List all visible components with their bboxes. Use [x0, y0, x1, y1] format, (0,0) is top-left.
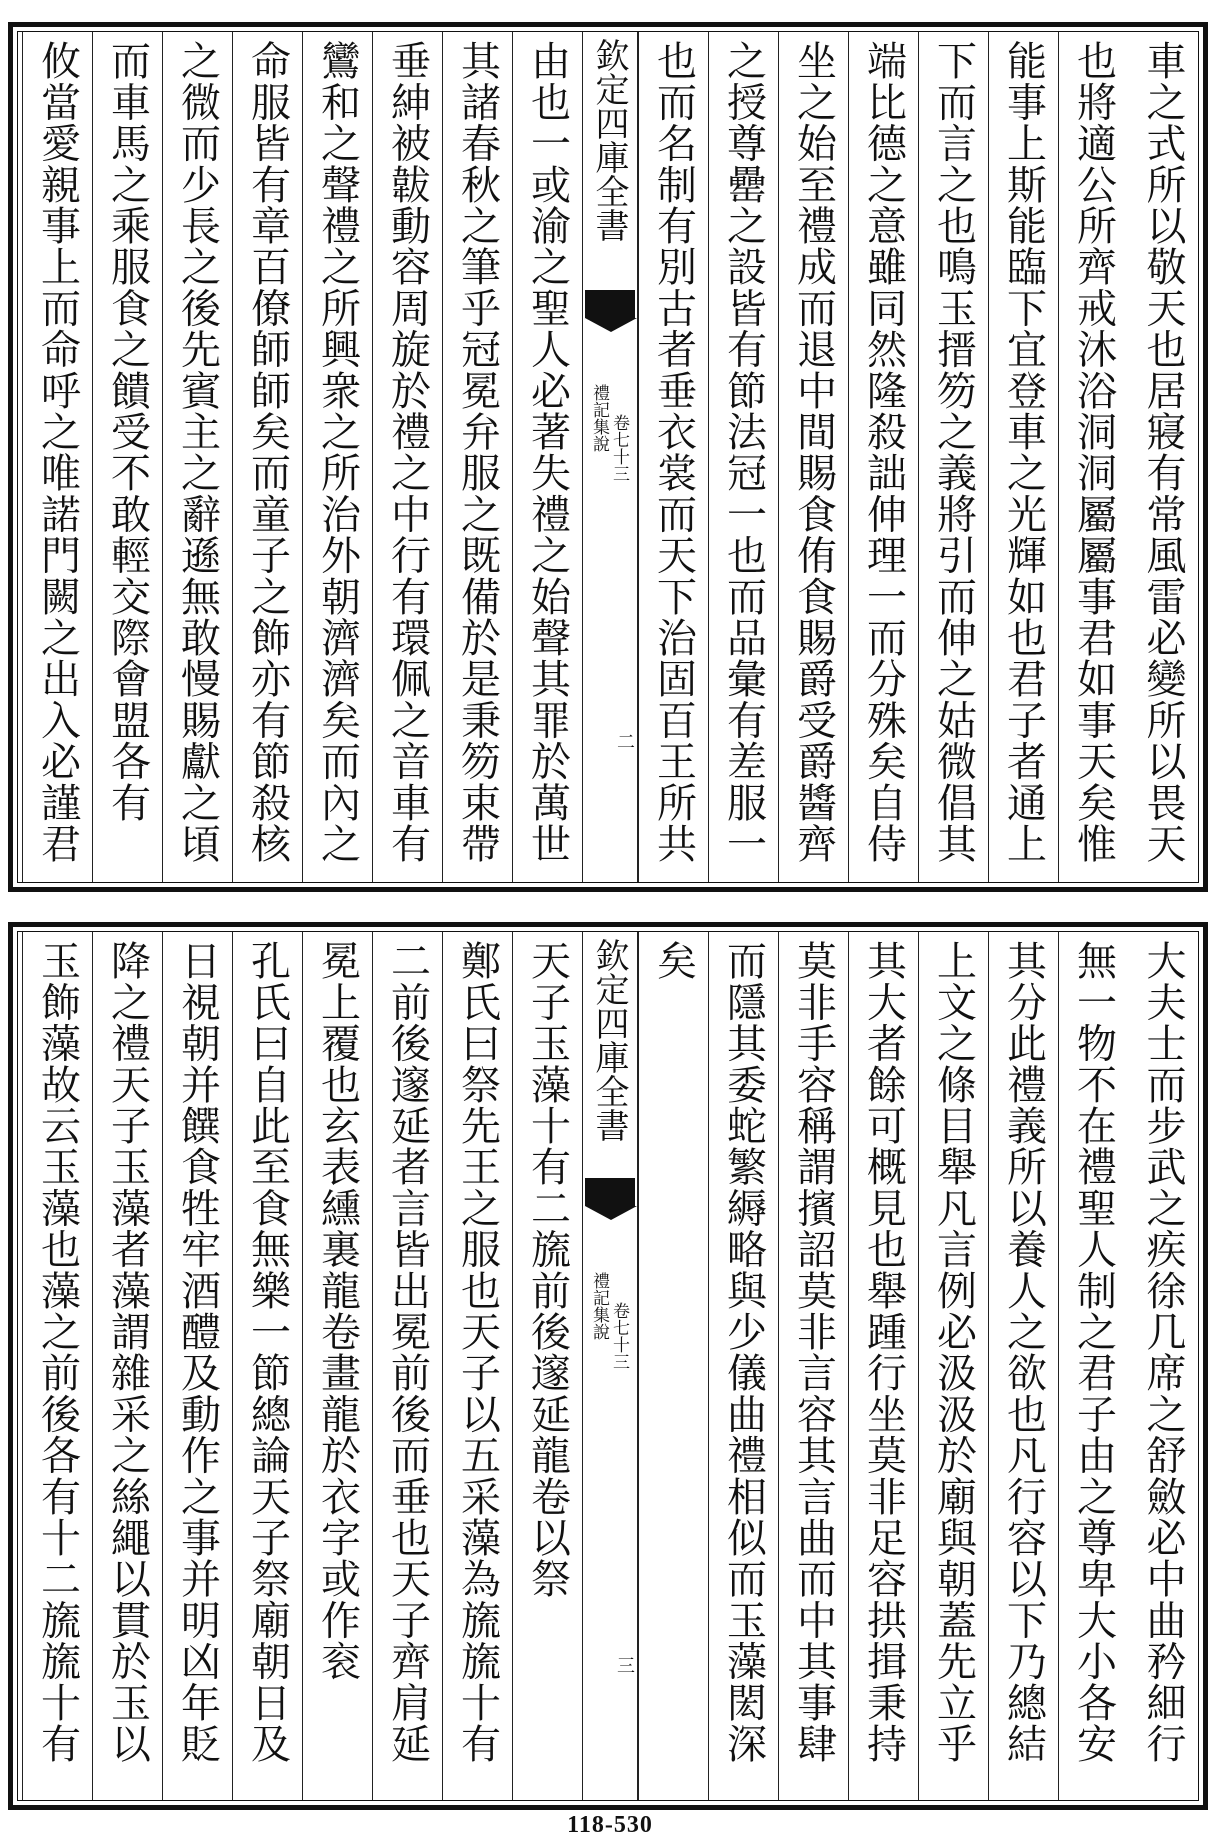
text-column: [1058, 32, 1128, 882]
fishtail-mark: [585, 1178, 635, 1206]
column-text: 無一物不在禮聖人制之君子由之尊卑大小各安: [1070, 940, 1117, 1764]
text-column: [708, 32, 778, 882]
text-column: [778, 932, 848, 1800]
text-column: [372, 32, 442, 882]
sub-title: 禮記集說: [589, 384, 609, 452]
center-fold-column: [582, 32, 638, 882]
column-text: 其大者餘可概見也舉踵行坐莫非足容拱揖秉持: [860, 940, 907, 1764]
bottom-page-frame: [17, 931, 1199, 1801]
text-column: [918, 932, 988, 1800]
text-column: [92, 32, 162, 882]
column-text: 大夫士而步武之疾徐几席之舒斂必中曲矜細行: [1140, 940, 1186, 1764]
column-text: 其分此禮義所以養人之欲也凡行容以下乃總結: [1000, 940, 1047, 1764]
text-column: [232, 32, 302, 882]
volume-label: 卷七十三: [609, 414, 629, 482]
column-text: 也而名制有別古者垂衣裳而天下治固百王所共: [650, 40, 697, 864]
text-column: [638, 32, 708, 882]
text-column: [708, 932, 778, 1800]
text-column: [638, 932, 708, 1800]
column-text: 之微而少長之後先賓主之辭遜無敢慢賜獻之頃: [174, 40, 221, 864]
column-text: 也將適公所齊戒沐浴洞洞屬屬事君如事天矣惟: [1070, 40, 1117, 864]
text-column: [988, 932, 1058, 1800]
column-text: 鸞和之聲禮之所興衆之所治外朝濟濟矣而內之: [314, 40, 361, 864]
column-text: 上文之條目舉凡言例必汲汲於廟與朝蓋先立乎: [930, 940, 977, 1764]
footer-page-number: 118-530: [567, 1812, 653, 1838]
text-column: [22, 32, 92, 882]
column-text: 孔氏曰自此至食無樂一節總論天子祭廟朝日及: [244, 940, 291, 1764]
column-text: 其諸春秋之筆乎冠冕弁服之既備於是秉笏束帶: [454, 40, 501, 864]
text-column: [442, 932, 512, 1800]
volume-label: 卷七十三: [609, 1302, 629, 1370]
column-text: 端比德之意雖同然隆殺詘伸理一而分殊矣自侍: [860, 40, 907, 864]
column-text: 二前後邃延者言皆出冕前後而垂也天子齊肩延: [384, 940, 431, 1764]
book-title: 欽定四庫全書: [589, 38, 629, 242]
text-column: [232, 932, 302, 1800]
text-column: [442, 32, 512, 882]
column-text: 矣: [650, 940, 697, 982]
fishtail-mark: [585, 290, 635, 318]
column-text: 垂紳被韍動容周旋於禮之中行有環佩之音車有: [384, 40, 431, 864]
text-column: [848, 32, 918, 882]
text-column: [92, 932, 162, 1800]
page-number-center: 二: [614, 732, 635, 750]
column-text: 冕上覆也玄表纁裏龍卷畫龍於衣字或作衮: [314, 940, 361, 1682]
text-column: [1058, 932, 1128, 1800]
text-column: [512, 32, 582, 882]
bottom-page-panel: [8, 922, 1208, 1810]
text-column: [1128, 932, 1198, 1800]
sub-title: 禮記集說: [589, 1272, 609, 1340]
column-text: 車之式所以敬天也居寢有常風雷必變所以畏天: [1140, 40, 1186, 864]
text-column: [302, 32, 372, 882]
text-column: [302, 932, 372, 1800]
book-title: 欽定四庫全書: [589, 938, 629, 1142]
column-text: 能事上斯能臨下宜登車之光輝如也君子者通上: [1000, 40, 1047, 864]
text-column: [372, 932, 442, 1800]
top-page-panel: [8, 22, 1208, 892]
page-number-center: 三: [614, 1656, 635, 1674]
text-column: [512, 932, 582, 1800]
column-text: 之授尊罍之設皆有節法冠一也而品彙有差服一: [720, 40, 767, 864]
center-fold-column: [582, 932, 638, 1800]
text-column: [22, 932, 92, 1800]
text-column: [162, 32, 232, 882]
column-text: 坐之始至禮成而退中間賜食侑食賜爵受爵醬齊: [790, 40, 837, 864]
text-column: [988, 32, 1058, 882]
text-column: [778, 32, 848, 882]
column-text: 攸當愛親事上而命呼之唯諾門闕之出入必謹君: [34, 40, 81, 864]
text-column: [918, 32, 988, 882]
column-text: 而隱其委蛇繁縟略與少儀曲禮相似而玉藻閎深: [720, 940, 767, 1764]
column-text: 而車馬之乘服食之饋受不敢輕交際會盟各有: [104, 40, 151, 823]
text-column: [162, 932, 232, 1800]
column-text: 降之禮天子玉藻者藻謂雜采之絲繩以貫於玉以: [104, 940, 151, 1764]
text-column: [1128, 32, 1198, 882]
column-text: 玉飾藻故云玉藻也藻之前後各有十二旒旒十有: [34, 940, 81, 1764]
column-text: 日視朝并饌食牲牢酒醴及動作之事并明凶年貶: [174, 940, 221, 1764]
column-text: 下而言之也鳴玉搢笏之義將引而伸之姑微倡其: [930, 40, 977, 864]
top-page-frame: [17, 31, 1199, 883]
column-text: 命服皆有章百僚師師矣而童子之飾亦有節殺核: [244, 40, 291, 864]
column-text: 天子玉藻十有二旒前後邃延龍卷以祭: [524, 940, 571, 1600]
column-text: 鄭氏曰祭先王之服也天子以五采藻為旒旒十有: [454, 940, 501, 1764]
text-column: [848, 932, 918, 1800]
column-text: 由也一或渝之聖人必著失禮之始聲其罪於萬世: [524, 40, 571, 864]
column-text: 莫非手容稱謂擯詔莫非言容其言曲而中其事肆: [790, 940, 837, 1764]
